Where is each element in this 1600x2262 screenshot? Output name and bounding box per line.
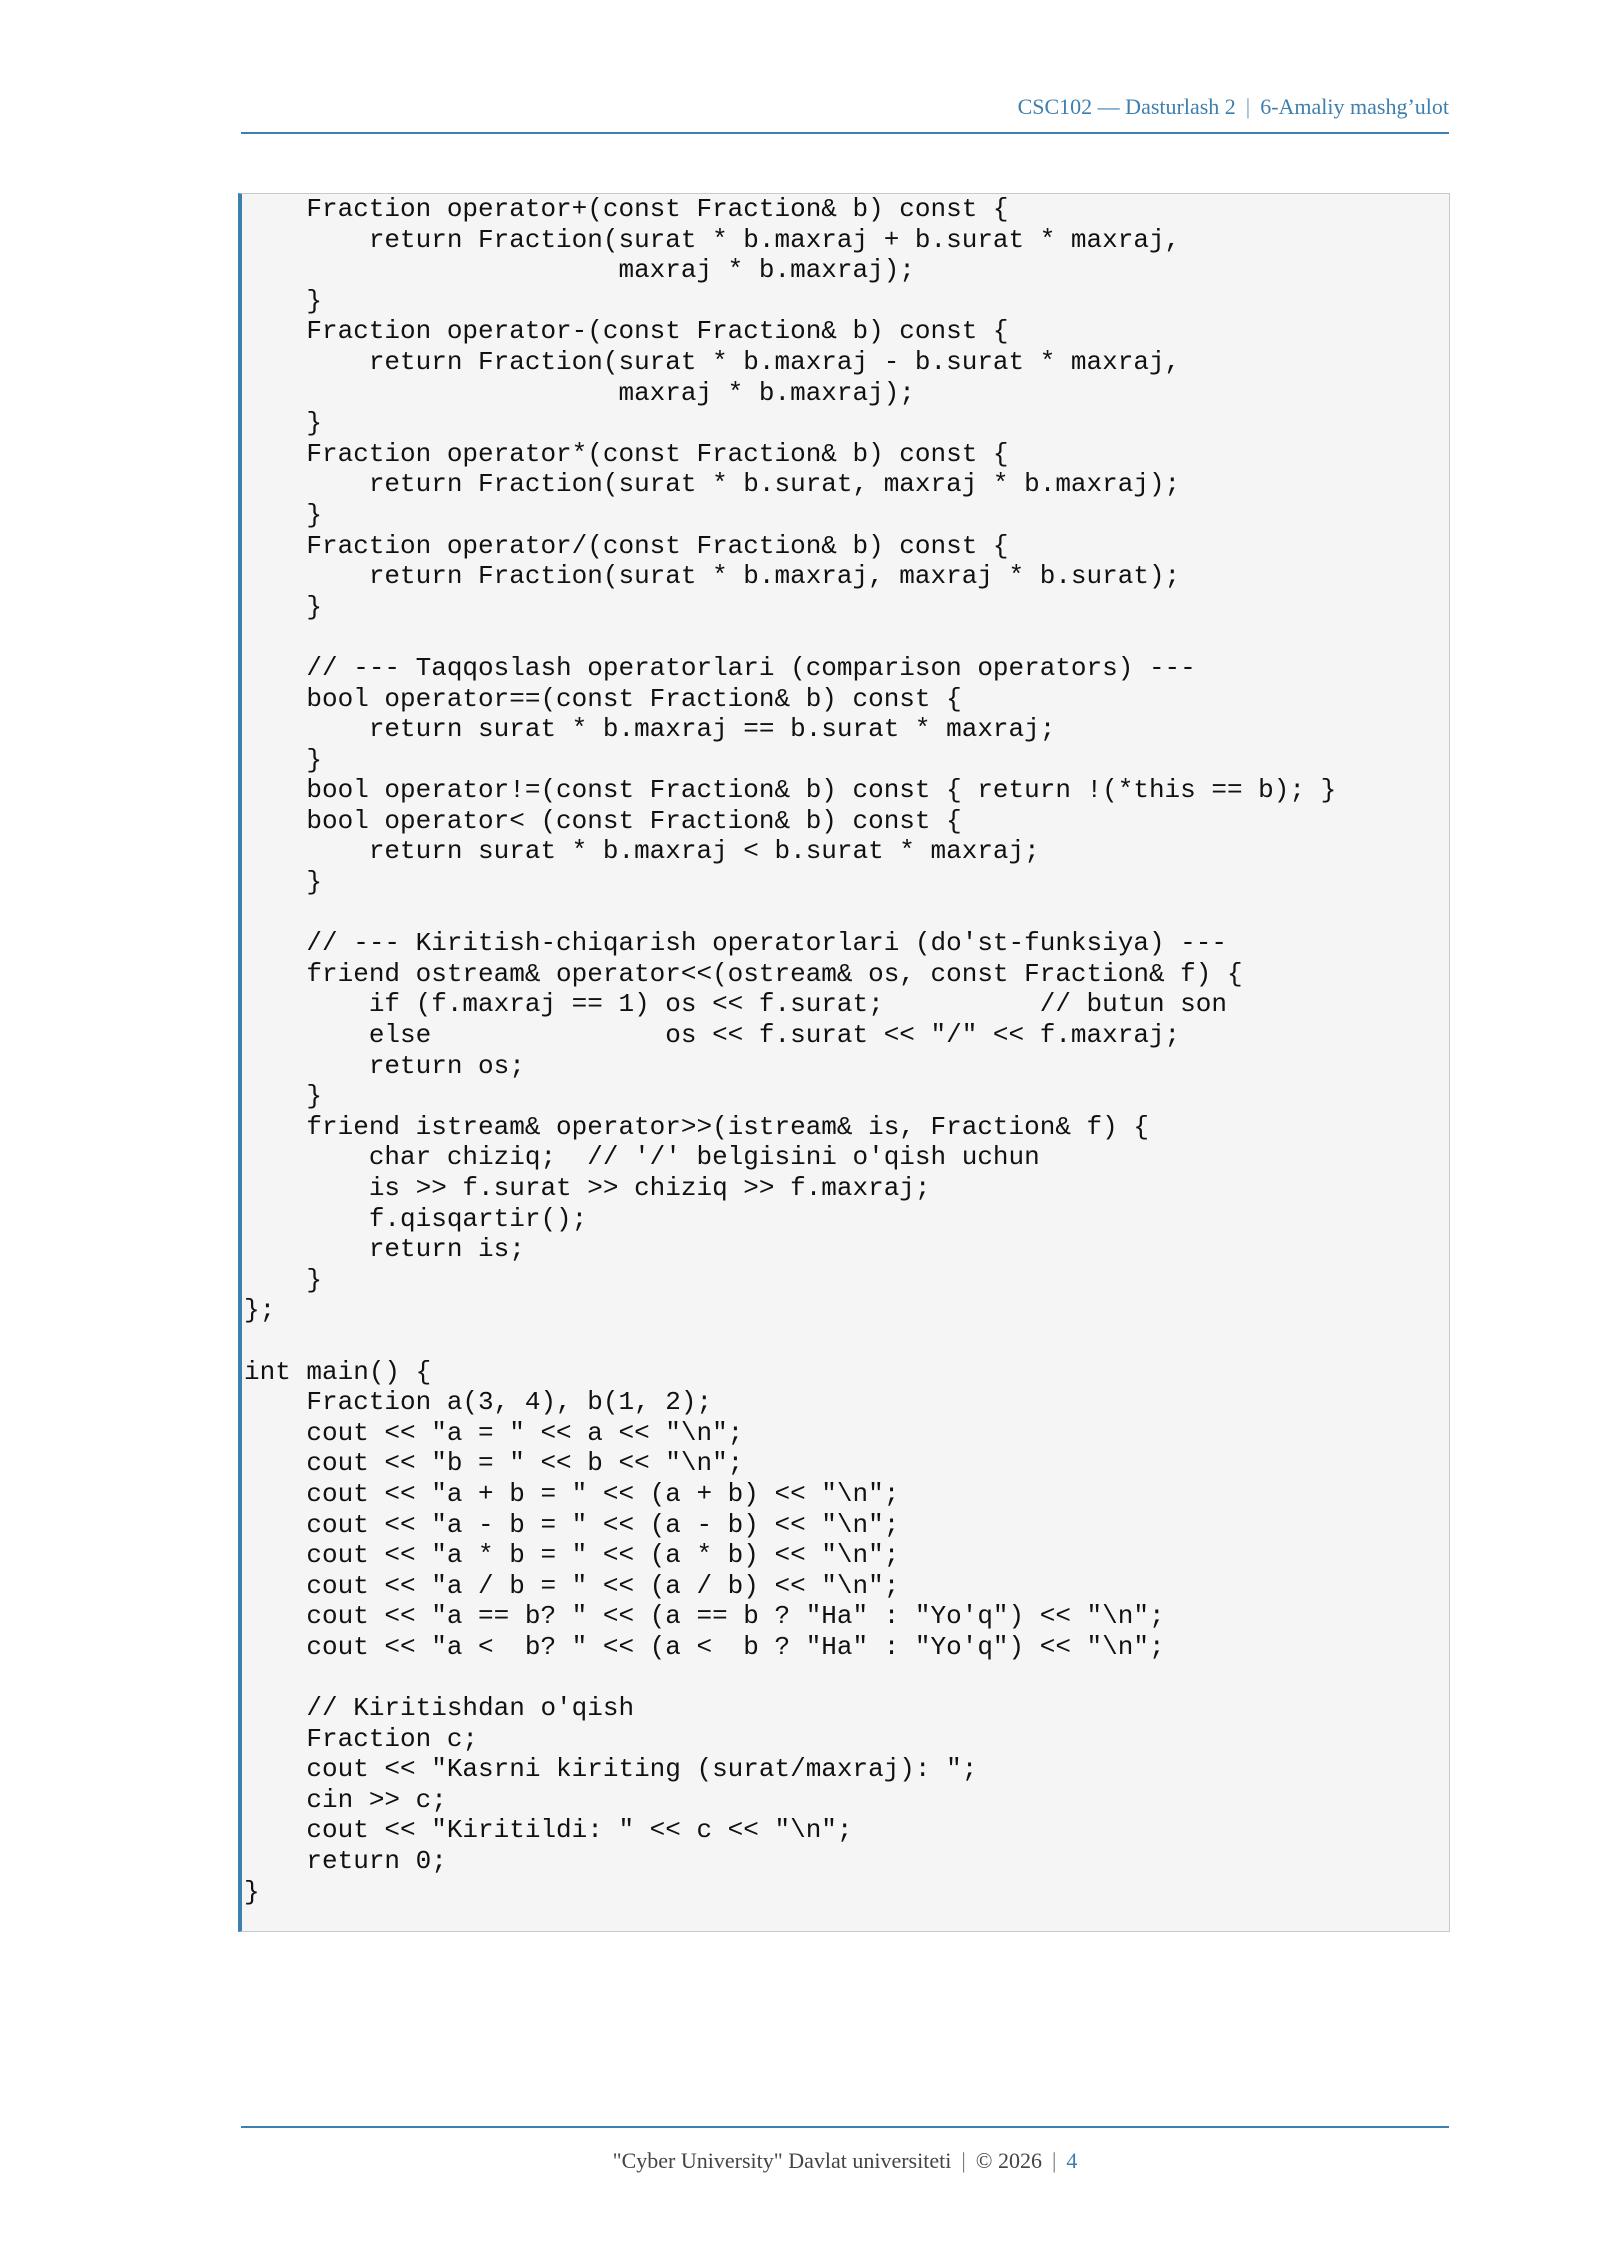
code-listing <box>244 194 1336 1907</box>
code-line: cout << "a - b = " << (a - b) << "\n"; <box>244 1509 900 1540</box>
footer-separator-1: | <box>961 2148 966 2173</box>
code-line: bool operator!=(const Fraction& b) const { return !(*this == b); } <box>244 775 1337 806</box>
code-line: cout << "b = " << b << "\n"; <box>244 1448 744 1479</box>
code-line: } <box>244 1876 260 1907</box>
code-line: } <box>244 867 323 898</box>
course-title: CSC102 — Dasturlash 2 <box>1017 94 1236 119</box>
lesson-title: 6-Amaliy mashg’ulot <box>1260 94 1449 119</box>
page-number: 4 <box>1066 2148 1078 2173</box>
code-line: return surat * b.maxraj < b.surat * maxraj; <box>244 836 1040 867</box>
code-line: if (f.maxraj == 1) os << f.surat; // butun son <box>244 989 1227 1020</box>
code-line: friend istream& operator>>(istream& is, Fraction& f) { <box>244 1111 1149 1142</box>
page-header <box>241 92 1449 134</box>
code-line: cout << "a < b? " << (a < b ? "Ha" : "Yo'q") << "\n"; <box>244 1631 1165 1662</box>
code-line: return Fraction(surat * b.maxraj, maxraj * b.surat); <box>244 561 1181 592</box>
code-line: maxraj * b.maxraj); <box>244 255 915 286</box>
code-line: char chiziq; // '/' belgisini o'qish uchun <box>244 1142 1040 1173</box>
code-line: } <box>244 499 323 530</box>
code-line: Fraction operator*(const Fraction& b) const { <box>244 438 1009 469</box>
code-line: } <box>244 1264 323 1295</box>
code-line: return Fraction(surat * b.maxraj + b.surat * maxraj, <box>244 224 1181 255</box>
code-line: else os << f.surat << "/" << f.maxraj; <box>244 1020 1181 1051</box>
university-name: "Cyber University" Davlat universiteti <box>612 2148 952 2173</box>
code-line: cout << "a + b = " << (a + b) << "\n"; <box>244 1478 900 1509</box>
code-line: } <box>244 285 323 316</box>
code-line: } <box>244 408 323 439</box>
code-line: // --- Kiritish-chiqarish operatorlari (do'st-funksiya) --- <box>244 928 1227 959</box>
copyright: © 2026 <box>975 2148 1042 2173</box>
code-line: return 0; <box>244 1846 447 1877</box>
code-line: // --- Taqqoslash operatorlari (comparison operators) --- <box>244 652 1196 683</box>
code-line: return Fraction(surat * b.maxraj - b.surat * maxraj, <box>244 346 1181 377</box>
code-line: } <box>244 591 323 622</box>
code-line: Fraction operator-(const Fraction& b) const { <box>244 316 1009 347</box>
header-separator: | <box>1245 94 1251 119</box>
code-line: Fraction operator+(const Fraction& b) const { <box>244 194 1009 224</box>
code-block <box>238 193 1450 1932</box>
code-line: friend ostream& operator<<(ostream& os, const Fraction& f) { <box>244 958 1243 989</box>
code-line: cout << "a * b = " << (a * b) << "\n"; <box>244 1540 900 1571</box>
code-line: // Kiritishdan o'qish <box>244 1693 635 1724</box>
footer-separator-2: | <box>1051 2148 1057 2173</box>
code-line: return os; <box>244 1050 525 1081</box>
code-line: cin >> c; <box>244 1784 447 1815</box>
code-line: Fraction a(3, 4), b(1, 2); <box>244 1387 713 1418</box>
code-line: return Fraction(surat * b.surat, maxraj * b.maxraj); <box>244 469 1181 500</box>
code-line: Fraction c; <box>244 1723 479 1754</box>
code-line: return is; <box>244 1234 525 1265</box>
code-line: } <box>244 744 323 775</box>
code-line: cout << "a == b? " << (a == b ? "Ha" : "Yo'q") << "\n"; <box>244 1601 1165 1632</box>
code-line: cout << "Kasrni kiriting (surat/maxraj): "; <box>244 1754 978 1785</box>
code-line: bool operator==(const Fraction& b) const { <box>244 683 962 714</box>
page-footer <box>241 2126 1449 2174</box>
code-line: cout << "a = " << a << "\n"; <box>244 1417 744 1448</box>
code-line: }; <box>244 1295 276 1326</box>
code-line: maxraj * b.maxraj); <box>244 377 915 408</box>
code-line: cout << "a / b = " << (a / b) << "\n"; <box>244 1570 900 1601</box>
code-line: cout << "Kiritildi: " << c << "\n"; <box>244 1815 853 1846</box>
code-line: f.qisqartir(); <box>244 1203 588 1234</box>
code-line: int main() { <box>244 1356 432 1387</box>
code-line: bool operator< (const Fraction& b) const { <box>244 805 962 836</box>
code-line: return surat * b.maxraj == b.surat * maxraj; <box>244 714 1056 745</box>
code-line: Fraction operator/(const Fraction& b) const { <box>244 530 1009 561</box>
code-line: } <box>244 1081 323 1112</box>
code-line: is >> f.surat >> chiziq >> f.maxraj; <box>244 1173 931 1203</box>
